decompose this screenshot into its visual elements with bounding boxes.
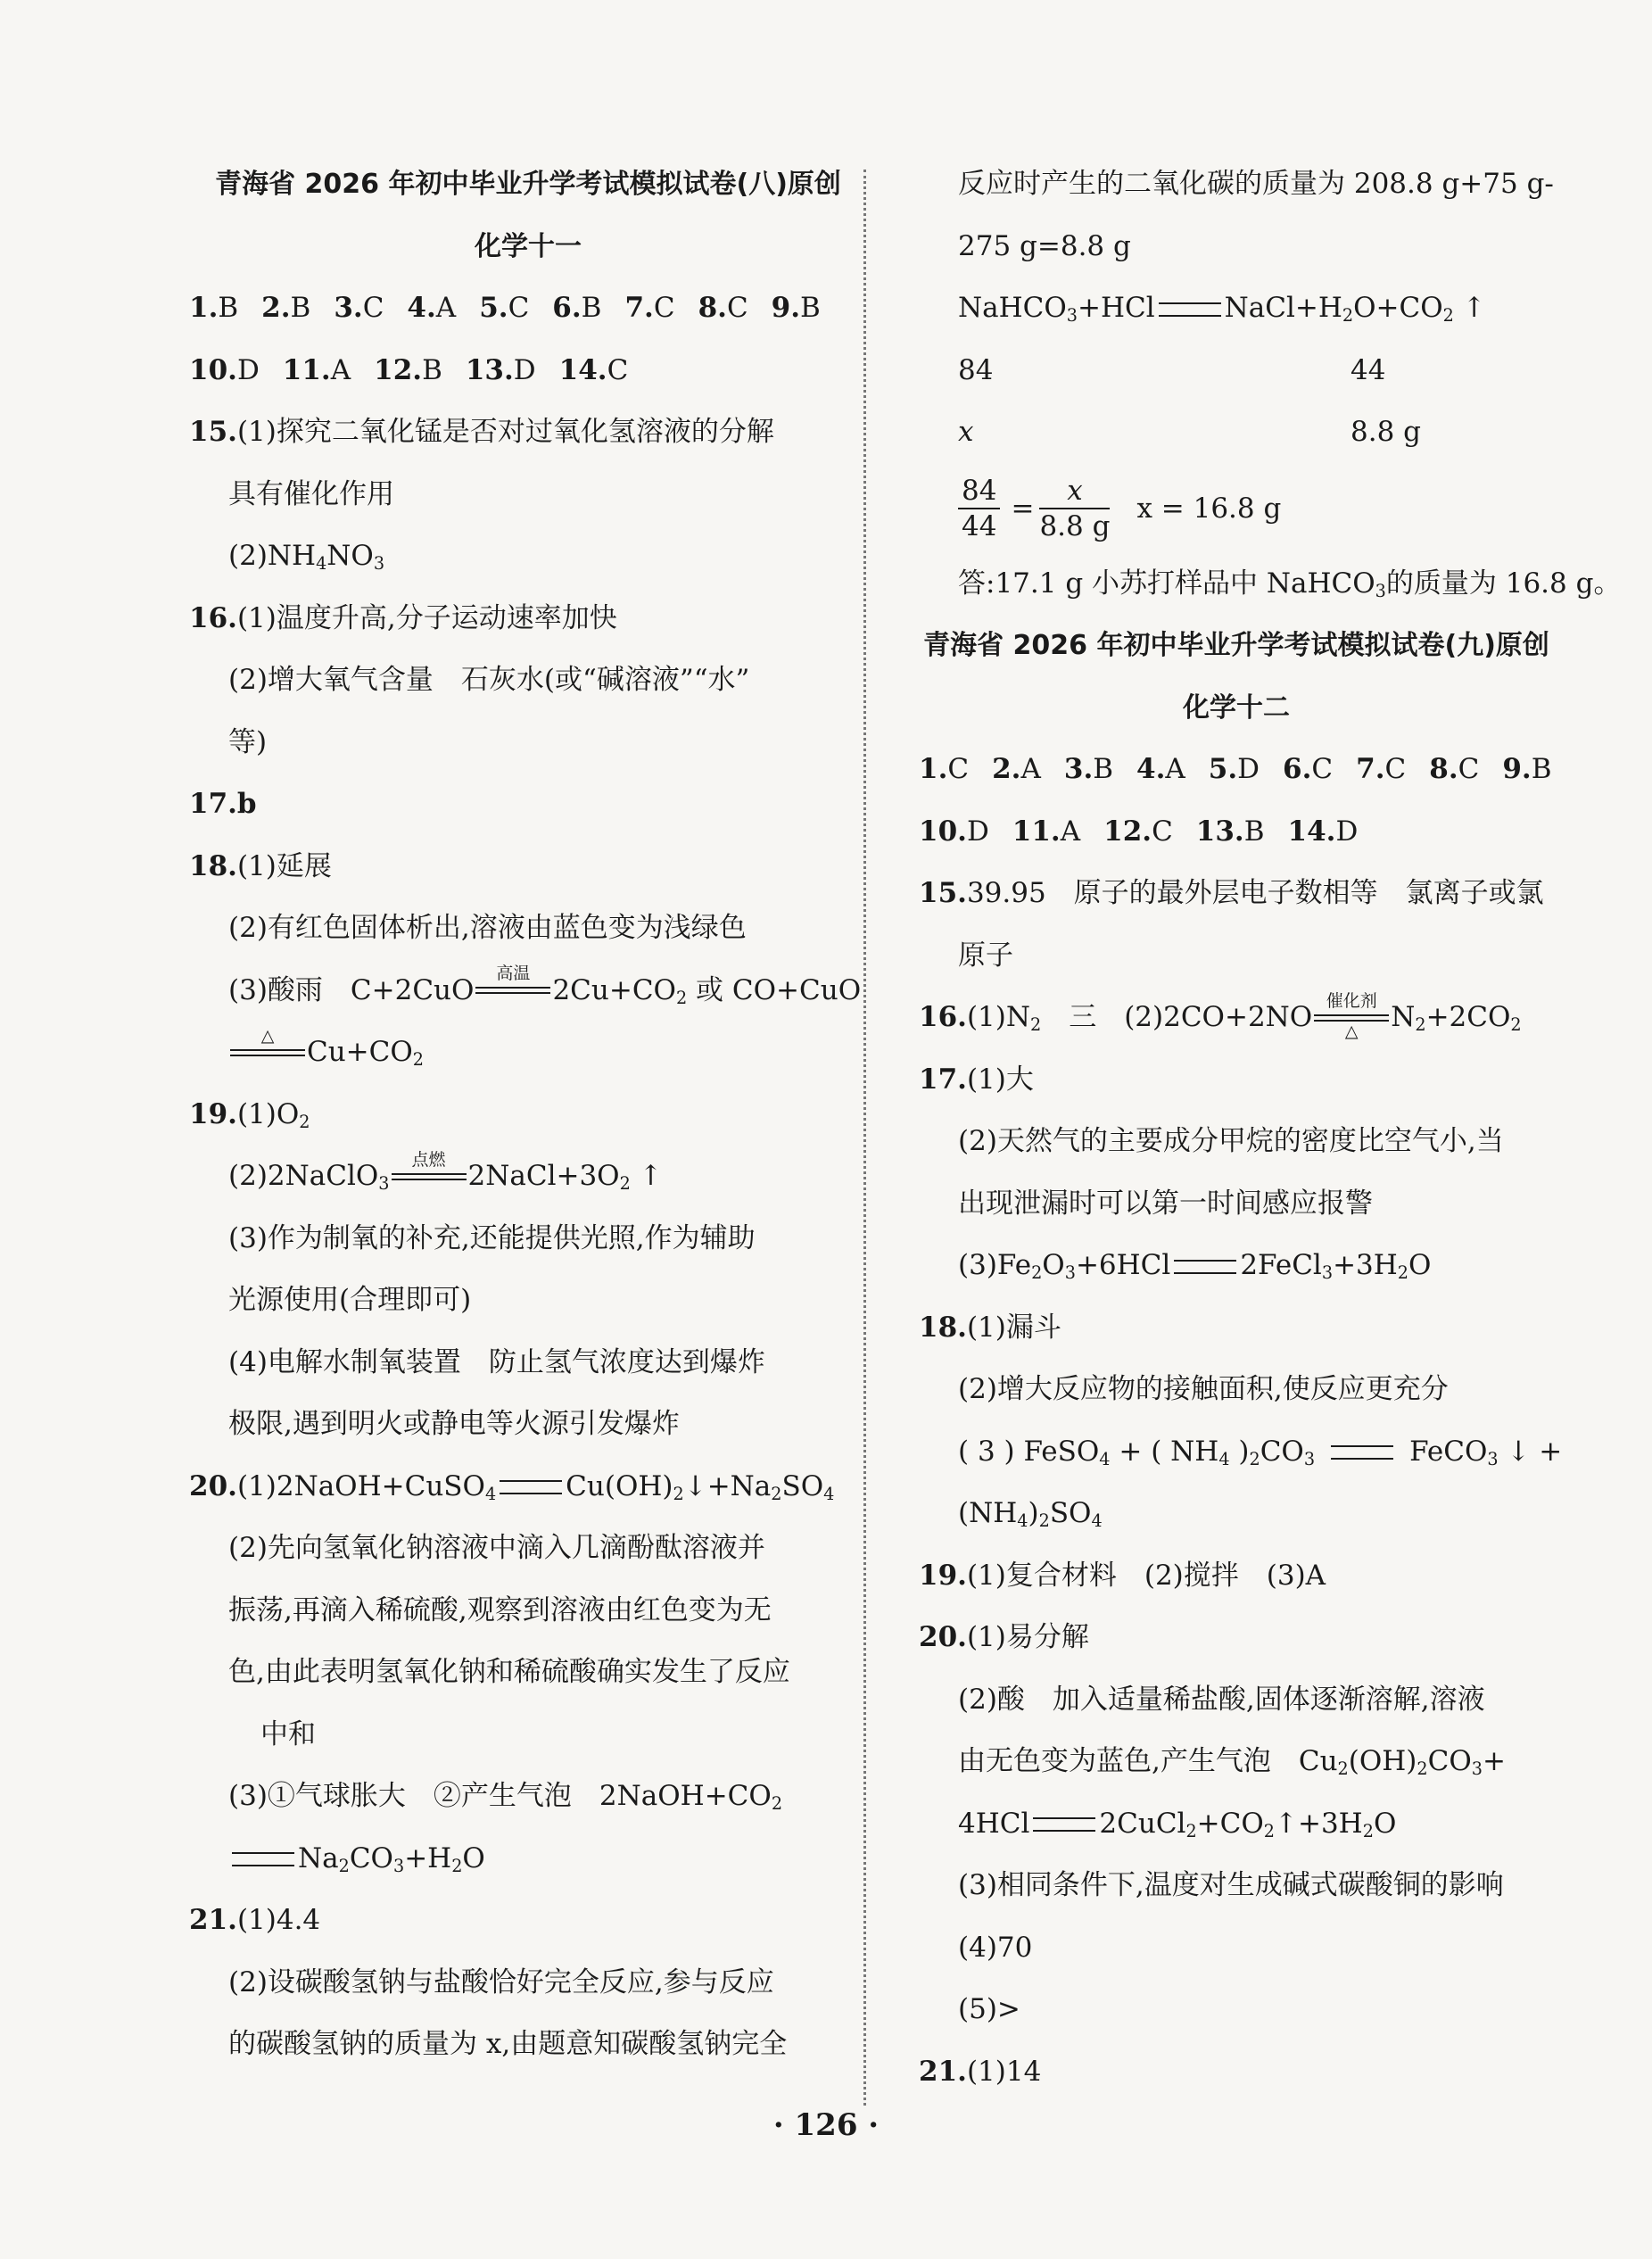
mc-answer-item: [466, 340, 536, 402]
choice-letter: A: [1060, 815, 1081, 848]
q21-part2-cont: 的碳酸氢钠的质量为 x,由题意知碳酸氢钠完全: [228, 2028, 788, 2060]
question-number: 4.: [407, 292, 436, 324]
question-number: 11.: [282, 353, 331, 386]
choice-letter: C: [726, 292, 748, 324]
mc-answer-item: [1288, 801, 1359, 864]
question-number: 5.: [479, 292, 508, 324]
question-number: 2.: [992, 753, 1021, 785]
choice-letter: C: [1152, 815, 1173, 848]
question-number: 13.: [465, 353, 514, 386]
choice-letter: D: [966, 815, 989, 848]
choice-letter: D: [513, 353, 536, 386]
q19-part2-equation: (2)2NaClO$_3$ 点燃 $2NaCl+3O_2$ ↑: [228, 1149, 663, 1194]
mc-answer-item: [283, 340, 351, 402]
mc-answer-item: [1064, 739, 1113, 801]
q18-part1: 18.(1)漏斗: [919, 1311, 1061, 1344]
choice-letter: C: [653, 292, 675, 324]
question-number: 9.: [1502, 753, 1532, 785]
q20-part5: (5)>: [958, 1993, 1020, 2025]
question-number: 6.: [1283, 753, 1312, 785]
mc-answer-item: [552, 277, 601, 340]
mc-answers-row-2: [189, 340, 867, 402]
q15-part1: 15.(1)探究二氧化锰是否对过氧化氢溶液的分解: [189, 416, 774, 448]
section-title-chem-11: 化学十一: [475, 230, 582, 262]
q17-part1: 17.(1)大: [919, 1063, 1034, 1096]
calc-equation: NaHCO$_3$+HCl $NaCl+H_2O+CO_2$ ↑: [958, 292, 1486, 326]
calc-ratio-row-1: 84 44: [958, 353, 1386, 386]
choice-letter: C: [947, 753, 970, 785]
q19-part3-cont: 光源使用(合理即可): [228, 1284, 472, 1316]
q20-part4: (4)70: [958, 1931, 1033, 1964]
question-number: 12.: [374, 353, 423, 386]
mc-answer-item: [1356, 739, 1406, 801]
choice-letter: C: [1458, 753, 1480, 785]
question-number: 14.: [558, 353, 607, 386]
q19-part4: (4)电解水制氧装置 防止氢气浓度达到爆炸: [228, 1345, 765, 1378]
question-number: 2.: [261, 292, 291, 324]
section-title-chem-12: 化学十二: [1183, 691, 1290, 724]
calc-text-2: 275 g=8.8 g: [958, 229, 1131, 262]
mc-answer-item: [992, 739, 1041, 801]
q17-part3-equation: $(3)Fe_2O_3+6HCl$ $2FeCl_3+3H_2O$: [958, 1249, 1432, 1283]
mc-answer-item: [1012, 801, 1080, 864]
choice-letter: A: [330, 353, 351, 386]
mc-answer-item: [407, 277, 456, 340]
reaction-condition-heat: △: [230, 1037, 305, 1071]
q16-answer-equation: $16.(1)N_2$ 三 (2)2CO+2NO 催化剂 △ $N_2+2CO_2$: [919, 990, 1522, 1041]
mc-answer-item: [1103, 801, 1173, 864]
exam-title-9: 青海省 2026 年初中毕业升学考试模拟试卷(九)原创: [923, 630, 1549, 661]
q18-part3-equation: (3)酸雨 C+2CuO 高温 $2Cu+CO_2$ 或 CO+CuO: [228, 964, 862, 1008]
q16-part2: (2)增大氧气含量 石灰水(或“碱溶液”“水”: [228, 664, 750, 696]
choice-letter: D: [236, 353, 260, 386]
q19-part3: (3)作为制氧的补充,还能提供光照,作为辅助: [228, 1221, 756, 1254]
question-number: 1.: [189, 292, 219, 324]
q21-part2: (2)设碳酸氢钠与盐酸恰好完全反应,参与反应: [228, 1965, 774, 1998]
calc-proportion: $\frac{84}{44}$ = $\frac{x}{8.8 g}$ x = 16.8 g: [919, 464, 1554, 553]
mc-answer-item: [919, 801, 989, 864]
equals-sign: [1174, 1260, 1236, 1274]
mc-answer-item: [698, 277, 748, 340]
q21-part1: 21.(1)14: [919, 2055, 1042, 2088]
q18-part3-equation: ( 3 ) FeSO$_4$ + ( $NH_4$ )$_2CO_3$ FeCO$_3$ ↓ +: [958, 1435, 1563, 1469]
reaction-condition-catalyst-heat: 催化剂 △: [1314, 1002, 1389, 1036]
question-number: 10.: [189, 353, 237, 386]
mc-answer-item: [1429, 739, 1479, 801]
question-number: 10.: [919, 815, 967, 848]
choice-letter: D: [1237, 753, 1260, 785]
mc-answer-item: [1196, 801, 1265, 864]
choice-letter: B: [800, 292, 821, 324]
question-number: 8.: [1429, 753, 1458, 785]
choice-letter: D: [1335, 815, 1359, 848]
q20-part3: (3)相同条件下,温度对生成碱式碳酸铜的影响: [958, 1869, 1504, 1901]
left-column: [189, 153, 867, 2076]
equals-sign: [1159, 302, 1221, 317]
page-number: · 126 ·: [772, 2107, 880, 2143]
question-number: 9.: [771, 292, 801, 324]
choice-letter: C: [1384, 753, 1407, 785]
q15-answer-cont: 原子: [958, 939, 1013, 972]
q16-part1: 16.(1)温度升高,分子运动速率加快: [189, 601, 617, 634]
choice-letter: A: [1165, 753, 1185, 785]
q17-answer: 17.b: [189, 788, 257, 820]
choice-letter: C: [1311, 753, 1334, 785]
choice-letter: B: [290, 292, 311, 324]
choice-letter: B: [1243, 815, 1265, 848]
q20-part2-cont2: 色,由此表明氢氧化钠和稀硫酸确实发生了反应: [228, 1656, 790, 1688]
mc-answers-row-2: [919, 801, 1554, 864]
question-number: 7.: [624, 292, 654, 324]
mc-answers-row-1: [189, 277, 867, 340]
calc-text-1: 反应时产生的二氧化碳的质量为 208.8 g+75 g-: [958, 168, 1554, 200]
mc-answer-item: [334, 277, 384, 340]
mc-answers-row-1: [919, 739, 1554, 801]
choice-letter: C: [362, 292, 384, 324]
question-number: 12.: [1103, 815, 1152, 848]
choice-letter: C: [607, 353, 629, 386]
question-number: 7.: [1356, 753, 1385, 785]
q17-part2: (2)天然气的主要成分甲烷的密度比空气小,当: [958, 1125, 1504, 1157]
mc-answer-item: [189, 277, 238, 340]
reaction-condition-high-temp: 高温: [475, 974, 550, 1008]
mc-answer-item: [772, 277, 821, 340]
right-column: [919, 153, 1622, 2103]
exam-title-8: 青海省 2026 年初中毕业升学考试模拟试卷(八)原创: [215, 169, 841, 200]
q20-part3: (3)①气球胀大 ②产生气泡 $2NaOH+CO_2$: [228, 1780, 783, 1814]
calc-ratio-row-2: x 8.8 g: [958, 416, 1421, 448]
question-number: 5.: [1208, 753, 1238, 785]
q19-part4-cont: 极限,遇到明火或静电等火源引发爆炸: [228, 1408, 680, 1440]
mc-answer-item: [1136, 739, 1185, 801]
mc-answer-item: [479, 277, 529, 340]
question-number: 8.: [698, 292, 727, 324]
q20-part2-cont3: 中和: [260, 1717, 316, 1750]
mc-answer-item: [624, 277, 674, 340]
mc-answer-item: [919, 739, 969, 801]
choice-letter: B: [581, 292, 602, 324]
q20-part2-cont1: 振荡,再滴入稀硫酸,观察到溶液由红色变为无: [228, 1593, 772, 1626]
q20-part2-equation: 4HCl $2CuCl_2+CO_2↑+3H_2O$: [958, 1807, 1397, 1841]
question-number: 1.: [919, 753, 948, 785]
fraction-84-44: $\frac{84}{44}$: [958, 474, 1000, 543]
equals-sign: [1331, 1445, 1393, 1460]
question-number: 4.: [1136, 753, 1166, 785]
question-number: 6.: [552, 292, 582, 324]
calc-answer: 答:17.1 g 小苏打样品中 NaHCO$_3$的质量为 16.8 g。: [958, 567, 1622, 601]
mc-answer-item: [1283, 739, 1333, 801]
mc-answer-item: [559, 340, 629, 402]
q15-part2: $(2)NH_4NO_3$: [228, 540, 385, 574]
q20-part1-equation: 20.(1)2NaOH+CuSO$_4$ $Cu(OH)_2↓+Na_2SO_4$: [189, 1469, 835, 1504]
q18-part2: (2)有红色固体析出,溶液由蓝色变为浅绿色: [228, 912, 747, 944]
question-number: 3.: [334, 292, 363, 324]
q20-part3-equation-cont: $Na_2CO_3+H_2O$: [189, 1828, 867, 1891]
equals-sign: [1033, 1817, 1095, 1832]
mc-answer-item: [261, 277, 310, 340]
fraction-x-8.8: $\frac{x}{8.8 g}$: [1039, 474, 1111, 542]
mc-answer-item: [1502, 739, 1551, 801]
question-number: 11.: [1012, 815, 1061, 848]
question-number: 14.: [1287, 815, 1336, 848]
choice-letter: B: [1531, 753, 1552, 785]
q15-part1-cont: 具有催化作用: [228, 477, 394, 510]
choice-letter: B: [218, 292, 239, 324]
choice-letter: B: [1093, 753, 1114, 785]
q16-part2-cont: 等): [228, 725, 268, 758]
q20-part2: (2)先向氢氧化钠溶液中滴入几滴酚酞溶液并: [228, 1532, 765, 1564]
q20-part1: 20.(1)易分解: [919, 1621, 1089, 1653]
mc-answer-item: [374, 340, 442, 402]
q19-answer: 19.(1)复合材料 (2)搅拌 (3)A: [919, 1559, 1326, 1592]
q20-part2-cont: 由无色变为蓝色,产生气泡 $Cu_2(OH)_2CO_3+$: [958, 1745, 1506, 1779]
q18-part1: 18.(1)延展: [189, 849, 332, 882]
mc-answer-item: [1209, 739, 1260, 801]
equals-sign: [232, 1852, 294, 1866]
reaction-condition-ignite: 点燃: [392, 1161, 467, 1195]
mc-answer-item: [189, 340, 260, 402]
q18-part2: (2)增大反应物的接触面积,使反应更充分: [958, 1373, 1449, 1405]
q21-part1: 21.(1)4.4: [189, 1904, 321, 1936]
q19-part1: $19.(1)O_2$: [189, 1097, 310, 1132]
q18-part3-equation-cont: $(NH_4)_2SO_4$: [958, 1497, 1103, 1531]
equals-sign: [500, 1480, 562, 1494]
q15-answer: 15.39.95 原子的最外层电子数相等 氯离子或氯: [919, 877, 1544, 909]
question-number: 13.: [1195, 815, 1244, 848]
q18-part3-equation-cont: △ $Cu+CO_2$: [189, 1022, 867, 1084]
question-number: 3.: [1063, 753, 1094, 785]
choice-letter: A: [1020, 753, 1041, 785]
choice-letter: C: [508, 292, 530, 324]
choice-letter: A: [435, 292, 457, 324]
q17-part2-cont: 出现泄漏时可以第一时间感应报警: [958, 1187, 1373, 1220]
q20-part2: (2)酸 加入适量稀盐酸,固体逐渐溶解,溶液: [958, 1683, 1485, 1716]
choice-letter: B: [422, 353, 442, 386]
